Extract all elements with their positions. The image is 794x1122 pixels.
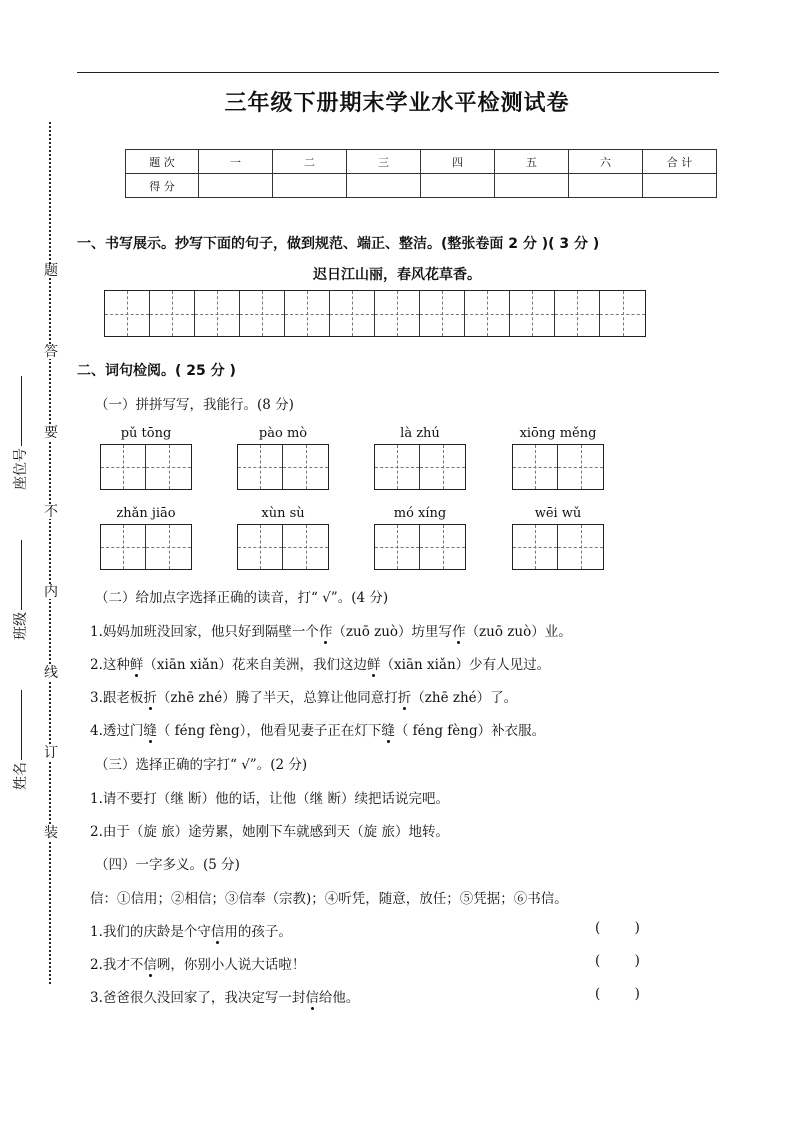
question-text[interactable]: （zhē zhé）腾了半天，总算让他同意打 (156, 690, 398, 706)
dotted-char: 折 (398, 686, 412, 706)
writing-cell[interactable] (146, 445, 191, 489)
question-text: 1.我们的庆龄是个守 (90, 924, 211, 940)
pinyin-item (237, 506, 329, 570)
dotted-char: 信 (143, 953, 157, 973)
binding-word: 答 (44, 344, 58, 360)
choice-question[interactable]: 2.由于（旋 旅）途劳累，她刚下车就感到天（旋 旅）地转。 (90, 824, 449, 840)
score-header-cell: 五 (495, 150, 569, 174)
score-table (125, 149, 717, 198)
dotted-char: 鲜 (367, 653, 381, 673)
dotted-char: 缝 (381, 719, 395, 739)
reading-question (90, 653, 550, 673)
section1-heading: 一、书写展示。抄写下面的句子，做到规范、端正、整洁。(整张卷面 2 分 )( 3 分 ) (77, 236, 600, 252)
writing-grid[interactable] (104, 290, 646, 337)
writing-cell[interactable] (240, 291, 285, 336)
writing-cell[interactable] (375, 291, 420, 336)
score-row-label: 得 分 (126, 174, 199, 198)
writing-cell[interactable] (420, 445, 465, 489)
pinyin-label: pào mò (258, 426, 308, 441)
question-text: 2.我才不 (90, 957, 144, 973)
choice-question[interactable]: 1.请不要打（继 断）他的话，让他（继 断）续把话说完吧。 (90, 791, 449, 807)
dotted-char: 缝 (143, 719, 157, 739)
question-text: 用的孩子。 (224, 924, 292, 940)
dotted-char: 信 (211, 920, 225, 940)
dotted-char: 信 (305, 986, 319, 1006)
question-text[interactable]: （ féng fèng）补衣服。 (394, 723, 546, 739)
score-header-cell: 合 计 (643, 150, 717, 174)
pinyin-boxes[interactable] (374, 444, 466, 490)
seat-number-label: 座位号 (13, 448, 29, 490)
pinyin-item (512, 426, 604, 490)
writing-cell[interactable] (238, 445, 283, 489)
pinyin-item (100, 426, 192, 490)
binding-word: 订 (44, 745, 58, 761)
pinyin-item (100, 506, 192, 570)
score-header-cell: 四 (421, 150, 495, 174)
dotted-char: 作 (319, 620, 333, 640)
question-text: 3.跟老板 (90, 690, 144, 706)
pinyin-boxes[interactable] (512, 444, 604, 490)
binding-word: 装 (44, 825, 58, 841)
score-header-cell: 题 次 (126, 150, 199, 174)
score-cell[interactable] (495, 174, 569, 198)
meaning-question (90, 953, 305, 973)
seat-number-blank[interactable] (21, 376, 22, 446)
question-text[interactable]: （xiān xiǎn）花来自美洲，我们这边 (143, 657, 368, 673)
page-title: 三年级下册期末学业水平检测试卷 (224, 90, 570, 116)
writing-cell[interactable] (146, 525, 191, 569)
binding-line (49, 122, 51, 984)
score-cell[interactable] (421, 174, 495, 198)
reading-question (90, 686, 517, 706)
score-header-cell: 二 (273, 150, 347, 174)
binding-word: 要 (44, 425, 58, 441)
score-header-cell: 一 (199, 150, 273, 174)
writing-cell[interactable] (555, 291, 600, 336)
writing-cell[interactable] (283, 525, 328, 569)
dotted-char: 作 (452, 620, 466, 640)
question-text: 给他。 (318, 990, 360, 1006)
pinyin-boxes[interactable] (100, 524, 192, 570)
writing-cell[interactable] (105, 291, 150, 336)
answer-blank[interactable]: ( ) (595, 986, 640, 1002)
part3-heading: （三）选择正确的字打“ √”。(2 分) (95, 757, 308, 773)
binding-word: 题 (44, 263, 58, 279)
pinyin-label: mó xíng (393, 506, 447, 521)
reading-question (90, 620, 572, 640)
score-header-row (126, 150, 717, 174)
score-header-cell: 三 (347, 150, 421, 174)
reading-question (90, 719, 545, 739)
class-blank[interactable] (21, 540, 22, 610)
part2-heading: （二）给加点字选择正确的读音，打“ √”。(4 分) (95, 590, 389, 606)
writing-cell[interactable] (513, 445, 558, 489)
pinyin-boxes[interactable] (100, 444, 192, 490)
pinyin-boxes[interactable] (237, 444, 329, 490)
writing-cell[interactable] (600, 291, 645, 336)
dotted-char: 折 (143, 686, 157, 706)
question-text[interactable]: （ féng fèng），他看见妻子正在灯下 (156, 723, 382, 739)
writing-cell[interactable] (283, 445, 328, 489)
score-cell[interactable] (273, 174, 347, 198)
pinyin-label: xiōng měng (519, 426, 597, 441)
pinyin-label: zhǎn jiāo (116, 506, 176, 521)
score-cell[interactable] (569, 174, 643, 198)
score-cell[interactable] (199, 174, 273, 198)
part1-heading: （一）拼拼写写，我能行。(8 分) (95, 397, 294, 413)
pinyin-label: wēi wǔ (534, 506, 582, 521)
pinyin-label: pǔ tōng (120, 426, 172, 441)
pinyin-item (374, 506, 466, 570)
pinyin-label: xùn sù (261, 506, 305, 521)
part4-heading: （四）一字多义。(5 分) (95, 857, 240, 873)
question-text: 咧，你别小人说大话啦！ (156, 957, 306, 973)
binding-word: 线 (44, 665, 58, 681)
writing-cell[interactable] (420, 525, 465, 569)
question-text[interactable]: （zuō zuò）坊里写 (332, 624, 453, 640)
pinyin-item (512, 506, 604, 570)
top-rule (77, 72, 719, 73)
pinyin-label: là zhú (400, 426, 440, 441)
score-cell[interactable] (643, 174, 717, 198)
answer-blank[interactable]: ( ) (595, 953, 640, 969)
writing-cell[interactable] (420, 291, 465, 336)
binding-word: 内 (44, 584, 58, 600)
copy-sentence: 迟日江山丽，春风花草香。 (313, 267, 481, 283)
pinyin-boxes[interactable] (374, 524, 466, 570)
writing-cell[interactable] (513, 525, 558, 569)
section2-heading: 二、词句检阅。( 25 分 ) (77, 363, 236, 379)
question-text: 4.透过门 (90, 723, 144, 739)
writing-cell[interactable] (238, 525, 283, 569)
writing-cell[interactable] (465, 291, 510, 336)
dotted-char: 鲜 (130, 653, 144, 673)
name-field[interactable] (10, 690, 30, 790)
pinyin-item (374, 426, 466, 490)
writing-cell[interactable] (558, 445, 603, 489)
writing-cell[interactable] (285, 291, 330, 336)
meanings-list: 信：①信用；②相信；③信奉（宗教)；④听凭，随意，放任；⑤凭据；⑥书信。 (90, 891, 568, 907)
name-blank[interactable] (21, 690, 22, 760)
question-text[interactable]: （zhē zhé）了。 (411, 690, 518, 706)
question-text: 1.妈妈加班没回家，他只好到隔壁一个 (90, 624, 319, 640)
writing-cell[interactable] (330, 291, 375, 336)
meaning-question (90, 986, 359, 1006)
writing-cell[interactable] (101, 445, 146, 489)
question-text: 2.这种 (90, 657, 130, 673)
class-label: 班级 (13, 612, 29, 640)
pinyin-boxes[interactable] (512, 524, 604, 570)
writing-cell[interactable] (150, 291, 195, 336)
name-label: 姓名 (13, 762, 29, 790)
score-header-cell: 六 (569, 150, 643, 174)
binding-word: 不 (44, 504, 58, 520)
seat-number-field[interactable] (10, 376, 30, 490)
answer-blank[interactable]: ( ) (595, 920, 640, 936)
pinyin-item (237, 426, 329, 490)
writing-cell[interactable] (510, 291, 555, 336)
writing-cell[interactable] (195, 291, 240, 336)
writing-cell[interactable] (558, 525, 603, 569)
class-field[interactable] (10, 540, 30, 640)
question-text[interactable]: （xiān xiǎn）少有人见过。 (380, 657, 551, 673)
score-cell[interactable] (347, 174, 421, 198)
pinyin-boxes[interactable] (237, 524, 329, 570)
meaning-question (90, 920, 292, 940)
question-text: 3.爸爸很久没回家了，我决定写一封 (90, 990, 306, 1006)
score-row (126, 174, 717, 198)
writing-cell[interactable] (375, 525, 420, 569)
writing-cell[interactable] (101, 525, 146, 569)
question-text[interactable]: （zuō zuò）业。 (465, 624, 572, 640)
writing-cell[interactable] (375, 445, 420, 489)
